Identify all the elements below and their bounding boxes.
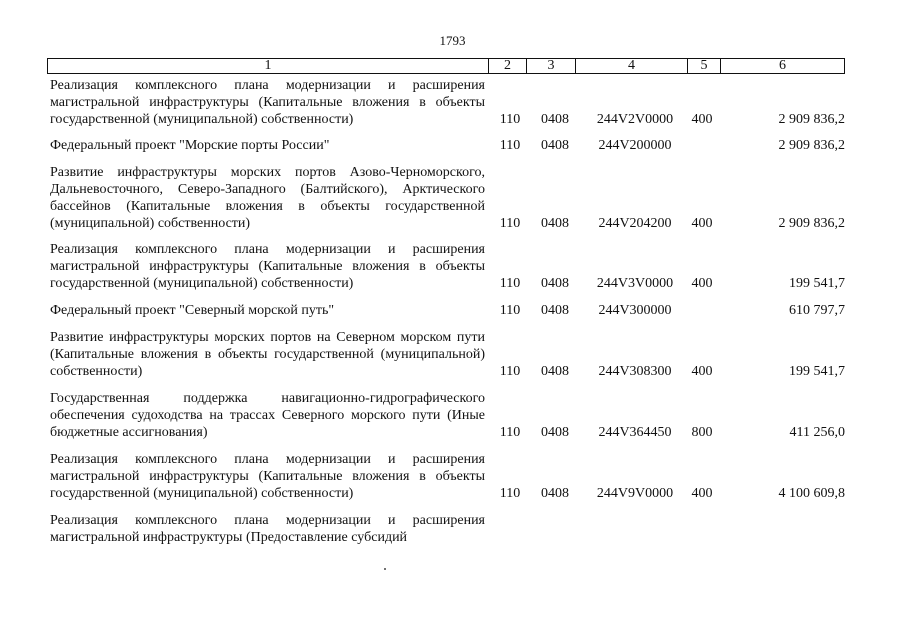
cell-expense-type: 400 [691, 276, 713, 291]
row-description: Государственная поддержка навигационно-гидрографического обеспечения судоходства на трассах Северного морского пути (Иные бюджетные ассигнования) [50, 391, 485, 440]
row-description: Федеральный проект "Морские порты России" [50, 138, 330, 153]
cell-section: 110 [499, 486, 521, 501]
scan-speck [384, 568, 386, 570]
cell-subsection: 0408 [541, 364, 569, 379]
cell-target-code: 244V2V0000 [596, 112, 674, 127]
cell-amount: 4 100 609,8 [778, 486, 845, 501]
table-row [0, 77, 905, 128]
cell-amount: 2 909 836,2 [778, 138, 845, 153]
cell-target-code: 244V9V0000 [596, 486, 674, 501]
row-description: Реализация комплексного плана модернизации и расширения магистральной инфраструктуры (Капитальные вложения в объекты государственной (муниципальной) собственности) [50, 242, 485, 291]
cell-subsection: 0408 [541, 486, 569, 501]
cell-subsection: 0408 [541, 138, 569, 153]
cell-amount: 411 256,0 [789, 425, 845, 440]
cell-expense-type: 400 [691, 216, 713, 231]
row-description: Реализация комплексного плана модернизации и расширения магистральной инфраструктуры (Капитальные вложения в объекты государственной (муниципальной) собственности) [50, 452, 485, 501]
header-col-5: 5 [687, 59, 720, 73]
row-description: Реализация комплексного плана модернизации и расширения магистральной инфраструктуры (Капитальные вложения в объекты государственной (муниципальной) собственности) [50, 78, 485, 127]
cell-amount: 2 909 836,2 [778, 216, 845, 231]
table-row [0, 512, 905, 546]
cell-target-code: 244V200000 [598, 138, 672, 153]
cell-section: 110 [499, 216, 521, 231]
row-description: Развитие инфраструктуры морских портов на Северном морском пути (Капитальные вложения в объекты государственной (муниципальной) собственности) [50, 330, 485, 379]
cell-target-code: 244V300000 [598, 303, 672, 318]
cell-section: 110 [499, 276, 521, 291]
cell-target-code: 244V3V0000 [596, 276, 674, 291]
cell-section: 110 [499, 112, 521, 127]
cell-subsection: 0408 [541, 276, 569, 291]
table-row [0, 164, 905, 232]
table-row [0, 390, 905, 441]
cell-expense-type: 800 [691, 425, 713, 440]
cell-amount: 199 541,7 [789, 364, 845, 379]
table-row [0, 451, 905, 502]
cell-section: 110 [499, 303, 521, 318]
cell-subsection: 0408 [541, 303, 569, 318]
header-col-3: 3 [526, 59, 575, 73]
cell-target-code: 244V364450 [598, 425, 672, 440]
cell-subsection: 0408 [541, 112, 569, 127]
cell-subsection: 0408 [541, 425, 569, 440]
header-col-1: 1 [264, 58, 272, 73]
cell-target-code: 244V308300 [598, 364, 672, 379]
cell-amount: 199 541,7 [789, 276, 845, 291]
cell-target-code: 244V204200 [598, 216, 672, 231]
table-row [0, 329, 905, 380]
row-description: Федеральный проект "Северный морской путь" [50, 303, 335, 318]
cell-section: 110 [499, 138, 521, 153]
table-header [47, 58, 845, 74]
row-description: Реализация комплексного плана модернизации и расширения магистральной инфраструктуры (Предоставление субсидий [50, 513, 485, 545]
cell-expense-type: 400 [691, 364, 713, 379]
table-row [0, 302, 905, 319]
cell-amount: 2 909 836,2 [778, 112, 845, 127]
row-description: Развитие инфраструктуры морских портов Азово-Черноморского, Дальневосточного, Северо-Западного (Балтийского), Арктического бассейнов (Капитальные вложения в объекты государственной (муниципальной) собственности) [50, 165, 485, 231]
header-col-6: 6 [720, 59, 844, 73]
header-col-2: 2 [488, 59, 526, 73]
cell-amount: 610 797,7 [789, 303, 845, 318]
header-col-4: 4 [575, 59, 687, 73]
cell-section: 110 [499, 364, 521, 379]
cell-expense-type: 400 [691, 112, 713, 127]
cell-section: 110 [499, 425, 521, 440]
table-row [0, 137, 905, 154]
table-row [0, 241, 905, 292]
page-number: 1793 [439, 33, 466, 48]
cell-expense-type: 400 [691, 486, 713, 501]
cell-subsection: 0408 [541, 216, 569, 231]
